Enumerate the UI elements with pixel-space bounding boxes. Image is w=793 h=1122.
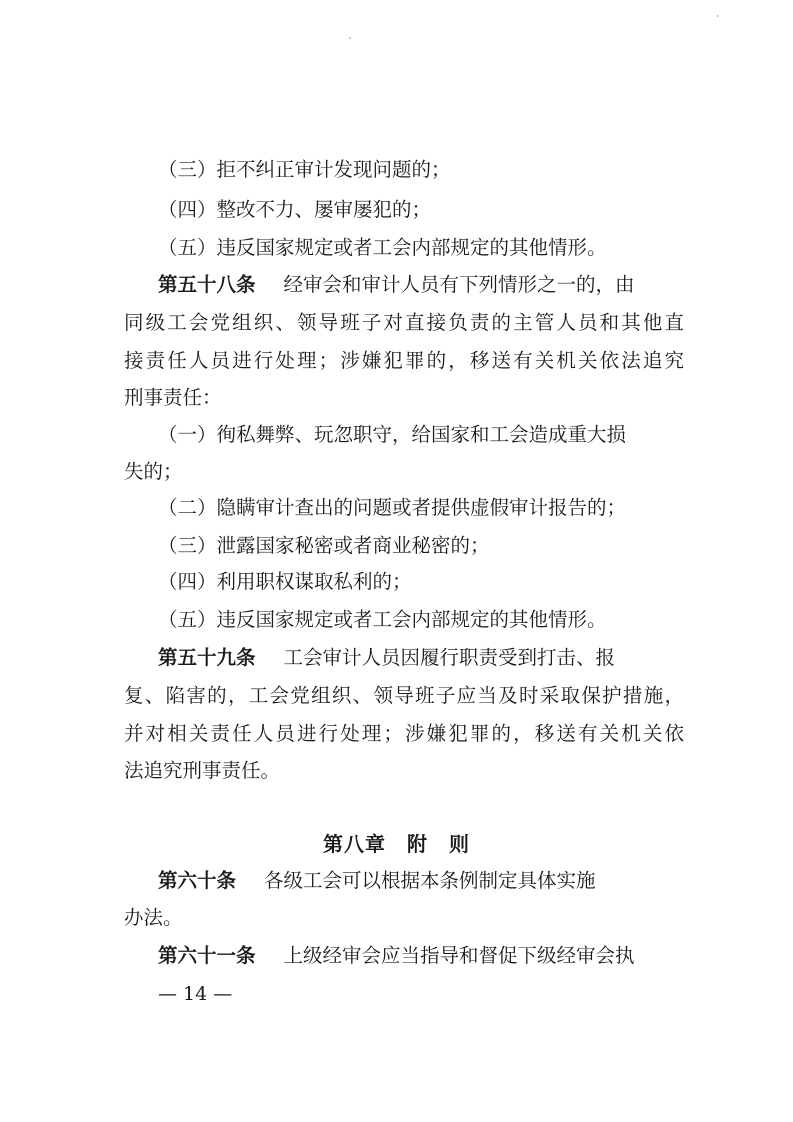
article-59-line: 法追究刑事责任。 xyxy=(124,759,281,782)
article-60-text: 各级工会可以根据本条例制定具体实施 xyxy=(264,869,596,892)
article-61-first-line xyxy=(158,944,684,968)
article-61-text: 上级经审会应当指导和督促下级经审会执 xyxy=(283,944,635,967)
article-61-heading: 第六十一条 xyxy=(158,944,256,967)
clause-item-continuation: 失的； xyxy=(124,460,183,483)
clause-item: （二）隐瞒审计查出的问题或者提供虚假审计报告的； xyxy=(158,496,627,519)
article-60-line: 办法。 xyxy=(124,906,183,929)
clause-item: （三）泄露国家秘密或者商业秘密的； xyxy=(158,534,490,557)
article-58-heading: 第五十八条 xyxy=(158,273,256,296)
chapter-title: 第八章 附 则 xyxy=(323,832,470,856)
article-59-first-line xyxy=(158,646,684,670)
clause-item: （五）违反国家规定或者工会内部规定的其他情形。 xyxy=(158,608,607,631)
clause-item: （五）违反国家规定或者工会内部规定的其他情形。 xyxy=(158,236,607,259)
scan-speck xyxy=(349,37,351,39)
article-58-line: 刑事责任： xyxy=(124,386,222,409)
article-58-first-line xyxy=(158,273,684,297)
article-60-first-line xyxy=(158,869,684,893)
article-60-heading: 第六十条 xyxy=(158,869,237,892)
article-58-text: 经审会和审计人员有下列情形之一的，由 xyxy=(283,273,635,296)
article-58-line: 接责任人员进行处理；涉嫌犯罪的，移送有关机关依法追究 xyxy=(124,349,684,372)
article-59-text: 工会审计人员因履行职责受到打击、报 xyxy=(283,646,616,669)
clause-item: （一）徇私舞弊、玩忽职守，给国家和工会造成重大损 xyxy=(158,423,627,446)
article-59-line: 复、陷害的，工会党组织、领导班子应当及时采取保护措施， xyxy=(124,684,684,707)
clause-item: （四）整改不力、屡审屡犯的； xyxy=(158,198,432,221)
article-58-line: 同级工会党组织、领导班子对直接负责的主管人员和其他直 xyxy=(124,311,684,334)
clause-item: （三）拒不纠正审计发现问题的； xyxy=(158,158,451,181)
clause-item: （四）利用职权谋取私利的； xyxy=(158,570,412,593)
article-59-line: 并对相关责任人员进行处理；涉嫌犯罪的，移送有关机关依 xyxy=(124,722,684,745)
scan-speck xyxy=(717,15,719,17)
article-59-heading: 第五十九条 xyxy=(158,646,256,669)
page-number: — 14 — xyxy=(158,983,233,1005)
